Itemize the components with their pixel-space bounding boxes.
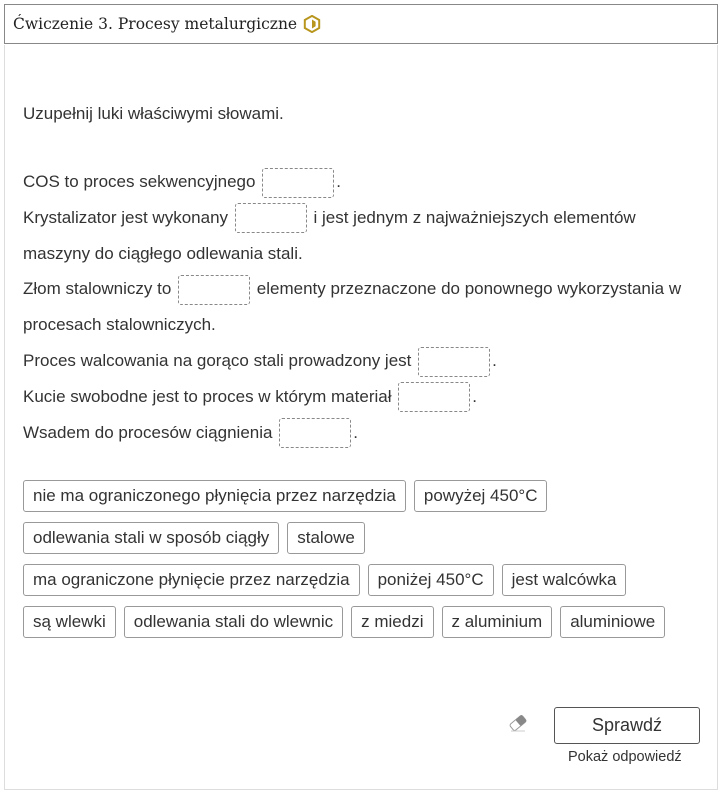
gap-3[interactable] xyxy=(178,275,250,305)
exercise-title: Ćwiczenie 3. Procesy metalurgiczne xyxy=(13,15,298,33)
answer-tile[interactable]: powyżej 450°C xyxy=(414,480,548,512)
sentence-2 xyxy=(23,200,703,272)
gap-4[interactable] xyxy=(418,347,490,377)
hexagon-level-icon xyxy=(303,15,321,33)
text: . xyxy=(472,386,477,406)
text: . xyxy=(353,422,358,442)
eraser-icon[interactable] xyxy=(508,714,528,732)
text: i jest jednym z najważniejszych elementów maszyny do ciągłego odlewania stali. xyxy=(23,207,636,263)
gap-text xyxy=(23,164,703,450)
answer-tile[interactable]: jest walcówka xyxy=(502,564,627,596)
text: Złom stalowniczy to xyxy=(23,279,172,299)
answer-tile[interactable]: stalowe xyxy=(287,522,365,554)
exercise-header xyxy=(4,4,718,44)
sentence-4 xyxy=(23,343,703,379)
answer-tile[interactable]: aluminiowe xyxy=(560,606,665,638)
gap-1[interactable] xyxy=(262,168,334,198)
sentence-6 xyxy=(23,415,703,451)
text: Proces walcowania na gorąco stali prowadzony jest xyxy=(23,350,412,370)
sentence-3 xyxy=(23,271,703,343)
answer-tile[interactable]: nie ma ograniczonego płynięcia przez narzędzia xyxy=(23,480,406,512)
text: Krystalizator jest wykonany xyxy=(23,207,229,227)
text: COS to proces sekwencyjnego xyxy=(23,172,256,191)
instruction: Uzupełnij luki właściwymi słowami. xyxy=(23,104,284,123)
show-answer-link[interactable]: Pokaż odpowiedź xyxy=(568,749,682,765)
answer-tile[interactable]: z aluminium xyxy=(442,606,553,638)
sentence-1 xyxy=(23,164,703,200)
answer-tile[interactable]: odlewania stali do wlewnic xyxy=(124,606,343,638)
answer-tile[interactable]: są wlewki xyxy=(23,606,116,638)
answer-tile[interactable]: odlewania stali w sposób ciągły xyxy=(23,522,279,554)
answer-tile[interactable]: poniżej 450°C xyxy=(368,564,494,596)
gap-2[interactable] xyxy=(235,203,307,233)
answer-tile[interactable]: ma ograniczone płynięcie przez narzędzia xyxy=(23,564,360,596)
gap-5[interactable] xyxy=(398,382,470,412)
text: Kucie swobodne jest to proces w którym materiał xyxy=(23,386,392,406)
text: . xyxy=(336,172,341,191)
gap-6[interactable] xyxy=(279,418,351,448)
answer-tile[interactable]: z miedzi xyxy=(351,606,433,638)
text: Wsadem do procesów ciągnienia xyxy=(23,422,273,442)
text: elementy przeznaczone do ponownego wykorzystania w procesach stalowniczych. xyxy=(23,279,682,335)
sentence-5 xyxy=(23,379,703,415)
answer-tiles xyxy=(23,480,703,638)
check-button[interactable]: Sprawdź xyxy=(554,707,700,744)
text: . xyxy=(492,350,497,370)
